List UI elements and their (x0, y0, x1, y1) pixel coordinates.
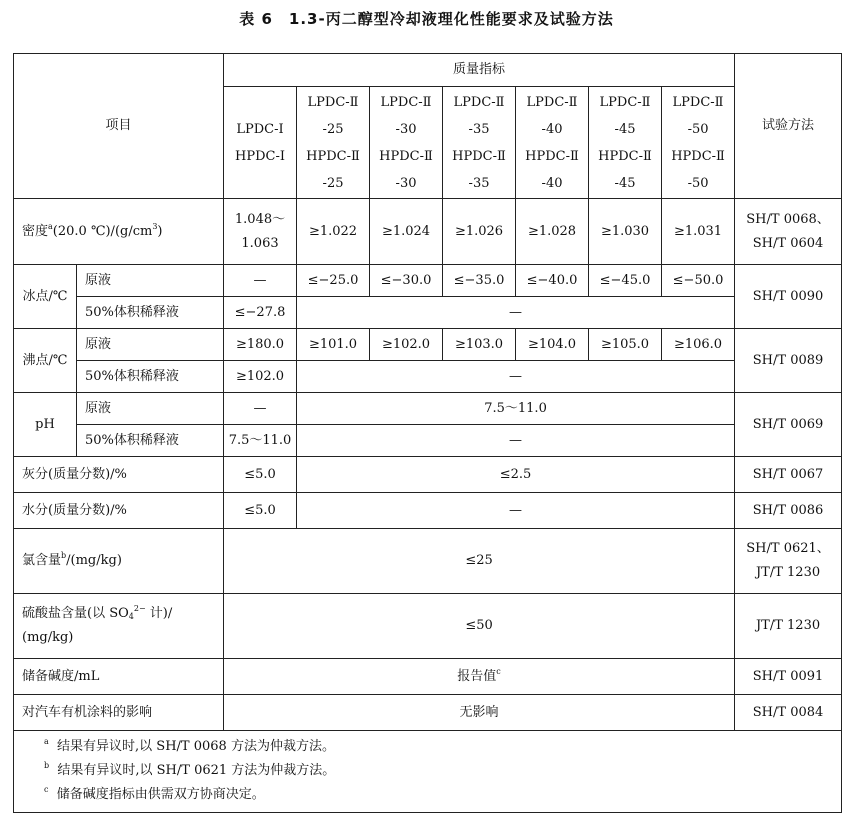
header-quality: 质量指标 (224, 54, 735, 87)
ash-rest: ≤2.5 (297, 457, 735, 493)
grade-header: LPDC-Ⅱ -45 HPDC-Ⅱ -45 (589, 87, 662, 199)
density-method: SH/T 0068、 SH/T 0604 (735, 199, 842, 265)
density-label: 密度$^a$(20.0 $℃)/(g/cm^3)$ (14, 199, 224, 265)
freezing-dil-rest: — (297, 297, 735, 329)
paint-method: SH/T 0084 (735, 695, 842, 731)
row-freezing-neat (14, 265, 842, 297)
boiling-value: ≥102.0 (370, 329, 443, 361)
grade-header: LPDC-Ⅱ -30 HPDC-Ⅱ -30 (370, 87, 443, 199)
row-ph-neat (14, 393, 842, 425)
row-notes (14, 731, 842, 813)
row-paint (14, 695, 842, 731)
boiling-value: ≥104.0 (516, 329, 589, 361)
freezing-value: ≤−25.0 (297, 265, 370, 297)
header-item: 项目 (14, 54, 224, 199)
density-value: ≥1.028 (516, 199, 589, 265)
water-label: 水分(质量分数)/% (14, 493, 224, 529)
row-ph-diluted (14, 425, 842, 457)
freezing-value: ≤−40.0 (516, 265, 589, 297)
boiling-sub1: 原液 (77, 329, 224, 361)
boiling-value: ≥106.0 (662, 329, 735, 361)
sulfate-value: ≤50 (224, 594, 735, 659)
ash-label: 灰分(质量分数)/% (14, 457, 224, 493)
freezing-value: ≤−30.0 (370, 265, 443, 297)
ph-v1: — (224, 393, 297, 425)
ph-dil-rest: — (297, 425, 735, 457)
freezing-value: ≤−50.0 (662, 265, 735, 297)
chloride-label: 氯含量$^b$/(mg/kg) (14, 529, 224, 594)
boiling-value: ≥105.0 (589, 329, 662, 361)
freezing-label: 冰点/℃ (14, 265, 77, 329)
spec-table (13, 53, 842, 813)
chloride-method: SH/T 0621、 JT/T 1230 (735, 529, 842, 594)
boiling-dil-rest: — (297, 361, 735, 393)
water-method: SH/T 0086 (735, 493, 842, 529)
freezing-value: ≤−35.0 (443, 265, 516, 297)
grade-header: LPDC-Ⅱ -35 HPDC-Ⅱ -35 (443, 87, 516, 199)
sulfate-method: JT/T 1230 (735, 594, 842, 659)
boiling-dil-v1: ≥102.0 (224, 361, 297, 393)
ash-v1: ≤5.0 (224, 457, 297, 493)
row-reserve (14, 659, 842, 695)
freezing-method: SH/T 0090 (735, 265, 842, 329)
row-sulfate (14, 594, 842, 659)
boiling-method: SH/T 0089 (735, 329, 842, 393)
water-rest: — (297, 493, 735, 529)
grade-header: LPDC-Ⅱ -40 HPDC-Ⅱ -40 (516, 87, 589, 199)
footnote-a: $^a$ 结果有异议时,以 SH/T 0068 方法为仲裁方法。 (44, 737, 335, 754)
row-chloride (14, 529, 842, 594)
freezing-dil-v1: ≤−27.8 (224, 297, 297, 329)
boiling-v1: ≥180.0 (224, 329, 297, 361)
freezing-value: ≤−45.0 (589, 265, 662, 297)
water-v1: ≤5.0 (224, 493, 297, 529)
ph-label: pH (14, 393, 77, 457)
header-method: 试验方法 (735, 54, 842, 199)
ash-method: SH/T 0067 (735, 457, 842, 493)
row-freezing-diluted (14, 297, 842, 329)
freezing-sub1: 原液 (77, 265, 224, 297)
ph-dil-v1: 7.5～11.0 (224, 425, 297, 457)
density-value: ≥1.026 (443, 199, 516, 265)
grade-header: LPDC-Ⅱ -50 HPDC-Ⅱ -50 (662, 87, 735, 199)
ph-method: SH/T 0069 (735, 393, 842, 457)
header-row-1 (14, 54, 842, 87)
row-water (14, 493, 842, 529)
density-v1: 1.048～ 1.063 (224, 199, 297, 265)
boiling-value: ≥101.0 (297, 329, 370, 361)
boiling-label: 沸点/℃ (14, 329, 77, 393)
density-value: ≥1.031 (662, 199, 735, 265)
table-title: 表 6 1.3-丙二醇型冷却液理化性能要求及试验方法 (239, 10, 614, 28)
boiling-sub2: 50%体积稀释液 (77, 361, 224, 393)
density-value: ≥1.022 (297, 199, 370, 265)
ph-sub2: 50%体积稀释液 (77, 425, 224, 457)
reserve-value: 报告值$^c$ (224, 659, 735, 695)
footnote-b: $^b$ 结果有异议时,以 SH/T 0621 方法为仲裁方法。 (44, 761, 336, 778)
row-ash (14, 457, 842, 493)
row-boiling-neat (14, 329, 842, 361)
density-value: ≥1.030 (589, 199, 662, 265)
freezing-v1: — (224, 265, 297, 297)
footnote-c: $^c$ 储备碱度指标由供需双方协商决定。 (44, 785, 265, 802)
grade-header: LPDC-Ⅱ -25 HPDC-Ⅱ -25 (297, 87, 370, 199)
grade-header: LPDC-Ⅰ HPDC-Ⅰ (224, 87, 297, 199)
boiling-value: ≥103.0 (443, 329, 516, 361)
footnotes (14, 731, 842, 813)
chloride-value: ≤25 (224, 529, 735, 594)
sulfate-label: 硫酸盐含量(以 $SO_4^{2-}$ 计)/ (mg/kg) (14, 594, 224, 659)
density-value: ≥1.024 (370, 199, 443, 265)
paint-label: 对汽车有机涂料的影响 (14, 695, 224, 731)
row-boiling-diluted (14, 361, 842, 393)
paint-value: 无影响 (224, 695, 735, 731)
reserve-label: 储备碱度/mL (14, 659, 224, 695)
ph-sub1: 原液 (77, 393, 224, 425)
ph-rest: 7.5～11.0 (297, 393, 735, 425)
freezing-sub2: 50%体积稀释液 (77, 297, 224, 329)
reserve-method: SH/T 0091 (735, 659, 842, 695)
row-density (14, 199, 842, 265)
